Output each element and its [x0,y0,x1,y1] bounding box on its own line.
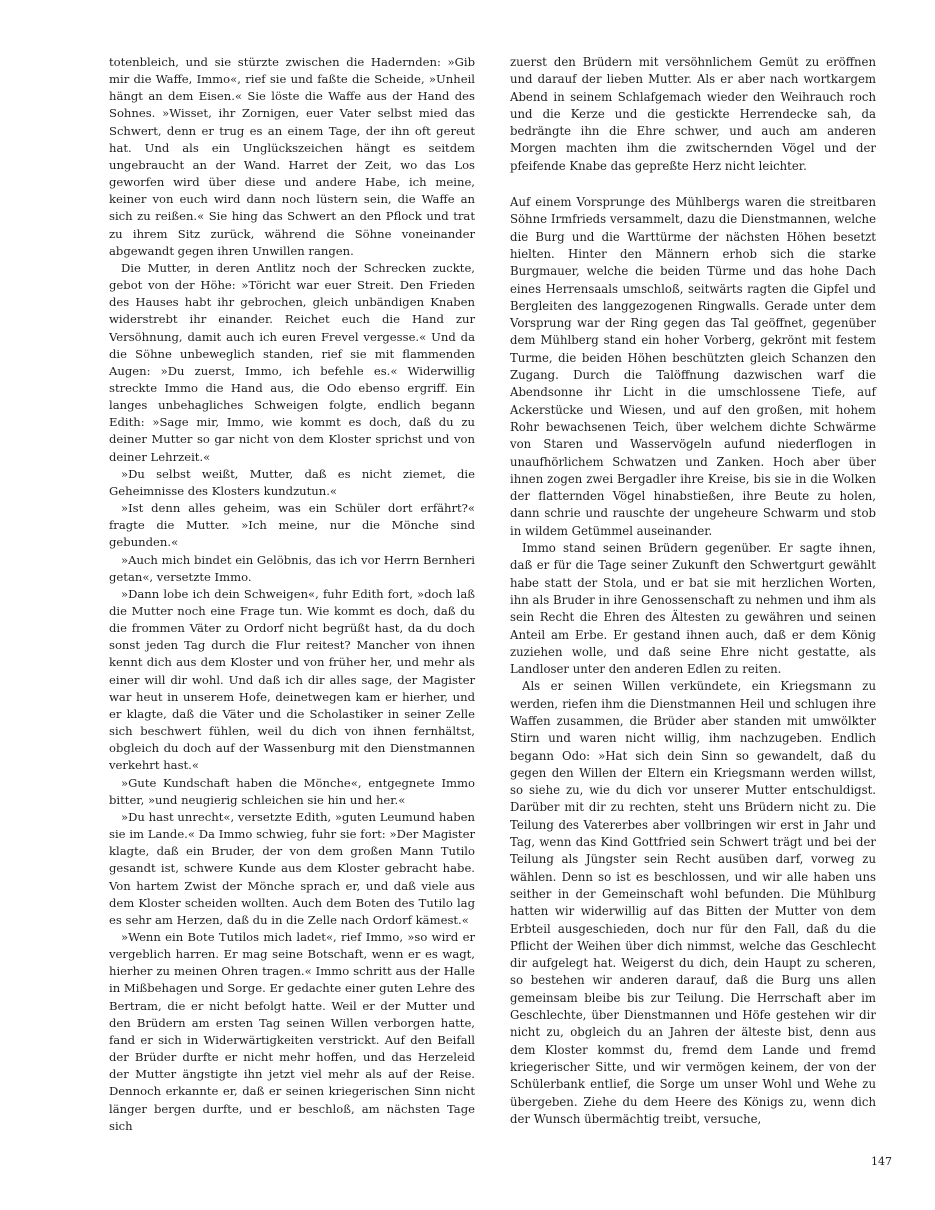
paragraph: Die Mutter, in deren Antlitz noch der Schrecken zuckte, gebot von der Höhe: »Töricht war euer Streit. Den Frieden des Hauses habt ihr gebrochen, gleich unbändigen Knaben widerstrebt ihr einander. Reichet euch die Hand zur Versöhnung, damit auch ich euren Frevel vergesse.« Und da die Söhne unbeweglich standen, rief sie mit flammenden Augen: »Du zuerst, Immo, ich befehle es.« Widerwillig streckte Immo die Hand aus, die Odo ebenso ergriff. Ein langes unbehagliches Schweigen folgte, endlich begann Edith: »Sage mir, Immo, wie kommt es doch, daß du zu deiner Mutter so gar nicht von dem Kloster sprichst und von deiner Lehrzeit.« [109,260,475,464]
paragraph: »Dann lobe ich dein Schweigen«, fuhr Edith fort, »doch laß die Mutter noch eine Frage tun. Wie kommt es doch, daß du die frommen Väter zu Ordorf nicht begrüßt hast, da du doch sonst jeden Tag durch die Flur reitest? Mancher von ihnen kennt dich aus dem Kloster und von früher her, und mehr als einer will dir wohl. Und daß ich dir alles sage, der Magister war heut in unserem Hofe, deinetwegen kam er hierher, und er klagte, daß die Väter und die Scholastiker in seiner Zelle sich beschwert fühlen, weil du dich von ihnen fernhältst, obgleich du doch auf der Wassenburg mit den Dienstmannen verkehrt hast.« [109,586,475,773]
paragraph: »Wenn ein Bote Tutilos mich ladet«, rief Immo, »so wird er vergeblich harren. Er mag seine Botschaft, wenn er es wagt, hierher zu meinen Ohren tragen.« Immo schritt aus der Halle in Mißbehagen und Sorge. Er gedachte einer guten Lehre des Bertram, die er nicht befolgt hatte. Weil er der Mutter und den Brüdern am ersten Tag seinen Willen verborgen hatte, fand er sich in Widerwärtigkeiten verstrickt. Auf den Beifall der Brüder durfte er nicht mehr hoffen, und das Herzeleid der Mutter ängstigte ihn jetzt viel mehr als auf der Reise. Dennoch erkannte er, daß er seinen kriegerischen Sinn nicht länger bergen durfte, und er beschloß, am nächsten Tage sich [109,929,475,1133]
paragraph: Als er seinen Willen verkündete, ein Kriegsmann zu werden, riefen ihm die Dienstmannen Heil und schlugen ihre Waffen zusammen, die Brüder aber standen mit umwölkter Stirn und waren nicht willig, ihm nachzugeben. Endlich begann Odo: »Hat sich dein Sinn so gewandelt, daß du gegen den Willen der Eltern ein Kriegsmann werden willst, so siehe zu, wie du dich vor unserer Mutter entschuldigst. Darüber mit dir zu rechten, steht uns Brüdern nicht zu. Die Teilung des Vatererbes aber vollbringen wir erst in Jahr und Tag, wenn das Kind Gottfried sein Schwert trägt und bei der Teilung als Jüngster sein Recht ausüben darf, vorweg zu wählen. Denn so ist es beschlossen, und wir alle haben uns seither in der Gemeinschaft wohl befunden. Die Mühlburg hatten wir widerwillig auf das Bitten der Mutter von dem Erbteil ausgeschieden, doch nur für den Fall, daß du die Pflicht der Weihen über dich nimmst, welche das Geschlecht dir aufgelegt hat. Weigerst du dich, dein Haupt zu scheren, so bestehen wir anderen darauf, daß die Burg uns allen gemeinsam bleibe bis zur Teilung. Die Herrschaft aber im Geschlechte, über Dienstmannen und Höfe gestehen wir dir nicht zu, obgleich du an Jahren der älteste bist, denn aus dem Kloster kommst du, fremd dem Lande und fremd kriegerischer Sitte, und wir vermögen keinem, der von der Schülerbank entlief, die Sorge um unser Wohl und Wehe zu übergeben. Ziehe du dem Heere des Königs zu, wenn dich der Wunsch übermächtig treibt, versuche, [510,679,876,1126]
paragraph: »Ist denn alles geheim, was ein Schüler dort erfährt?« fragte die Mutter. »Ich meine, nur die Mönche sind gebunden.« [109,501,475,550]
paragraph: »Gute Kundschaft haben die Mönche«, entgegnete Immo bitter, »und neugierig schleichen sie hin und her.« [109,775,475,807]
right-text-column [510,54,876,1128]
paragraph: zuerst den Brüdern mit versöhnlichem Gemüt zu eröffnen und darauf der lieben Mutter. Als er aber nach wortkargem Abend in seinem Schlafgemach wieder den Weihrauch roch und die Kerze und die gestickte Herrendecke sah, da bedrängte ihn die Ehre schwer, und auch am anderen Morgen machten ihm die zwitschernden Vögel und der pfeifende Knabe das gepreßte Herz nicht leichter. [510,55,876,173]
section-opening-paragraph: Auf einem Vorsprunge des Mühlbergs waren die streitbaren Söhne Irmfrieds versammelt, dazu die Dienstmannen, welche die Burg und die Warttürme der nächsten Höhen besetzt hielten. Hinter den Männern erhob sich die starke Burgmauer, welche die beiden Türme und das hohe Dach eines Herrensaals umschloß, seitwärts ragten die Gipfel und Bergleiten des langgezogenen Ringwalls. Gerade unter dem Vorsprung war der Ring gegen das Tal geöffnet, gegenüber dem Mühlberg stand ein hoher Vorberg, gekrönt mit festem Turme, die beiden Höhen beschützten gleich Schanzen den Zugang. Durch die Talöffnung dazwischen warf die Abendsonne ihr Licht in die umschlossene Tiefe, auf Ackerstücke und Wiesen, und auf den großen, mit hohem Rohr bewachsenen Teich, über welchem dichte Schwärme von Staren und Wasservögeln aufund niederflogen in unaufhörlichem Schwatzen und Zanken. Hoch aber über ihnen zogen zwei Bergadler ihre Kreise, bis sie in die Wolken der flatternden Vögel hinabstießen, ihre Beute zu holen, dann schrie und rauschte der ungeheure Schwarm und stob in wildem Getümmel auseinander. [510,195,876,538]
left-text-column [109,54,475,1135]
paragraph: »Auch mich bindet ein Gelöbnis, das ich vor Herrn Bernheri getan«, versetzte Immo. [109,552,475,584]
page-number: 147 [871,1155,892,1168]
paragraph: Immo stand seinen Brüdern gegenüber. Er sagte ihnen, daß er für die Tage seiner Zukunft den Schwertgurt gewählt habe statt der Stola, und er bat sie mit herzlichen Worten, ihn als Bruder in ihre Genossenschaft zu nehmen und ihm als sein Recht die Ehren des Ältesten zu gewähren und seinen Anteil am Erbe. Er gestand ihnen auch, daß er dem König zuziehen wolle, und daß seine Ehre nicht gestatte, als Landloser unter den anderen Edlen zu reiten. [510,541,876,677]
paragraph: »Du hast unrecht«, versetzte Edith, »guten Leumund haben sie im Lande.« Da Immo schwieg, fuhr sie fort: »Der Magister klagte, daß ein Bruder, der von dem großen Mann Tutilo gesandt ist, schwere Kunde aus dem Kloster gebracht habe. Von hartem Zwist der Mönche sprach er, und daß viele aus dem Kloster scheiden wollten. Auch dem Boten des Tutilo lag es sehr am Herzen, daß du in die Zelle nach Ordorf kämest.« [109,809,475,927]
paragraph: totenbleich, und sie stürzte zwischen die Hadernden: »Gib mir die Waffe, Immo«, rief sie und faßte die Scheide, »Unheil hängt an dem Eisen.« Sie löste die Waffe aus der Hand des Sohnes. »Wisset, ihr Zornigen, euer Vater selbst mied das Schwert, denn er trug es an einem Tage, der ihn oft gereut hat. Und als ein Unglückszeichen hängt es seitdem ungebraucht an der Wand. Harret der Zeit, wo das Los geworfen wird über diese und andere Habe, ich meine, keiner von euch wird dann noch lüstern sein, die Waffe an sich zu reißen.« Sie hing das Schwert an den Pflock und trat zu ihrem Sitz zurück, während die Söhne voneinander abgewandt gegen ihren Unwillen rangen. [109,55,475,258]
paragraph: »Du selbst weißt, Mutter, daß es nicht ziemet, die Geheimnisse des Klosters kundzutun.« [109,466,475,498]
